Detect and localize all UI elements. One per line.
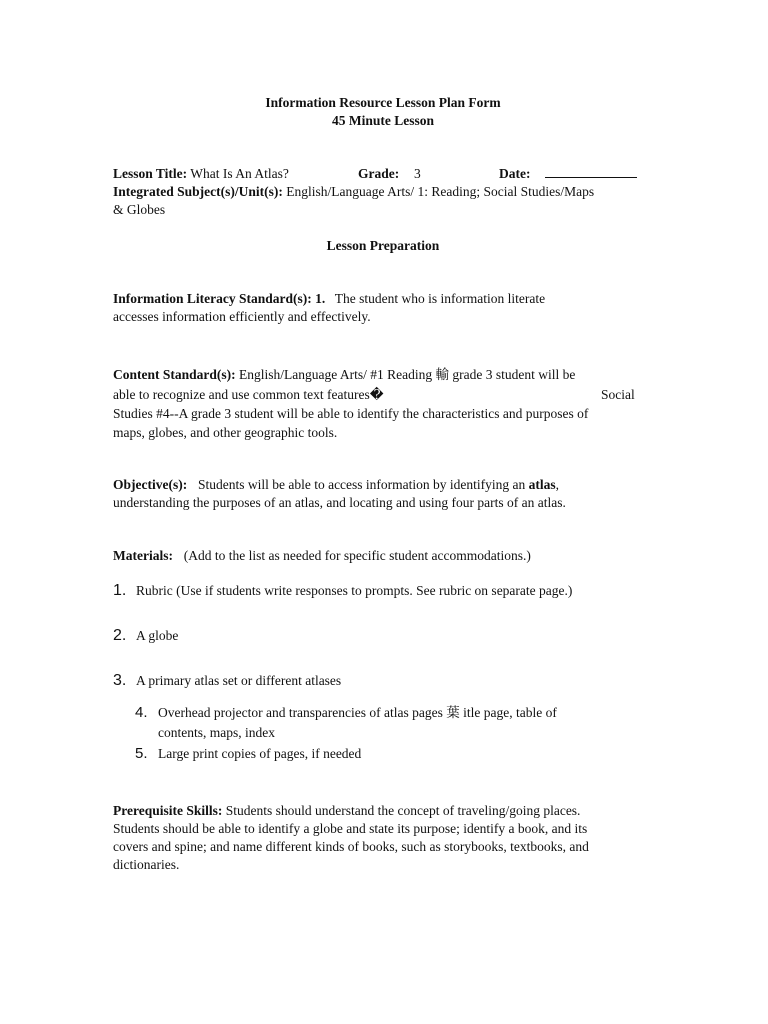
date-label: Date:	[499, 166, 531, 181]
prerequisite-line2: Students should be able to identify a globe and state its purpose; identify a book, and its	[113, 821, 588, 836]
materials-label: Materials:	[113, 548, 173, 563]
document-page	[113, 0, 658, 1024]
list-number: 2.	[113, 627, 127, 644]
content-standard-row	[113, 366, 575, 384]
lesson-preparation-heading: Lesson Preparation	[326, 238, 440, 253]
materials-item-4	[135, 704, 557, 722]
info-literacy-number: 1.	[315, 291, 326, 306]
list-number: 1.	[113, 582, 127, 599]
objectives-atlas-term: atlas	[528, 477, 556, 492]
lesson-title-label: Lesson Title:	[113, 166, 188, 181]
list-item-text: Large print copies of pages, if needed	[158, 746, 362, 761]
prerequisite-row	[113, 802, 580, 820]
content-standard-label: Content Standard(s):	[113, 367, 236, 382]
form-subtitle: 45 Minute Lesson	[331, 113, 434, 128]
content-standard-line2b: Social	[601, 387, 635, 402]
list-item-text: Overhead projector and transparencies of atlas pages 葉 itle page, table of	[158, 705, 557, 720]
date-row	[499, 165, 637, 183]
date-blank	[545, 165, 637, 178]
list-number: 5.	[135, 745, 148, 762]
content-standard-line4: maps, globes, and other geographic tools.	[113, 425, 338, 440]
prerequisite-label: Prerequisite Skills:	[113, 803, 223, 818]
info-literacy-row	[113, 290, 545, 308]
info-literacy-text-line2: accesses information efficiently and effectively.	[113, 309, 371, 324]
content-standard-line3: Studies #4--A grade 3 student will be able to identify the characteristics and purposes of	[113, 406, 589, 421]
objectives-line1: Students will be able to access information by identifying an	[197, 477, 526, 492]
form-title: Information Resource Lesson Plan Form	[265, 95, 501, 110]
materials-item-2	[113, 627, 178, 645]
materials-item-3	[113, 672, 341, 690]
prerequisite-line3: covers and spine; and name different kinds of books, such as storybooks, textbooks, and	[113, 839, 589, 854]
materials-note: (Add to the list as needed for specific student accommodations.)	[183, 548, 531, 563]
materials-item-1	[113, 582, 572, 600]
content-standard-line1: English/Language Arts/ #1 Reading 輸 grade 3 student will be	[239, 367, 576, 382]
subjects-label: Integrated Subject(s)/Unit(s):	[113, 184, 283, 199]
grade-row	[358, 165, 421, 183]
prerequisite-line1: Students should understand the concept of traveling/going places.	[225, 803, 581, 818]
prerequisite-line4: dictionaries.	[113, 857, 180, 872]
materials-row	[113, 547, 531, 565]
objectives-row	[113, 476, 559, 494]
objectives-label: Objective(s):	[113, 477, 188, 492]
info-literacy-text-line1: The student who is information literate	[334, 291, 546, 306]
info-literacy-label: Information Literacy Standard(s):	[113, 291, 312, 306]
materials-item-5	[135, 745, 361, 763]
subjects-row	[113, 183, 594, 201]
materials-item-4-continued: contents, maps, index	[158, 725, 275, 740]
content-standard-line2a: able to recognize and use common text features�	[113, 387, 384, 402]
list-item-text: Rubric (Use if students write responses to prompts. See rubric on separate page.)	[136, 583, 573, 598]
list-number: 3.	[113, 672, 127, 689]
list-number: 4.	[135, 704, 148, 721]
grade-value: 3	[414, 166, 421, 181]
lesson-title-row	[113, 165, 289, 183]
subjects-value-line2: & Globes	[113, 202, 166, 217]
lesson-title-value: What Is An Atlas?	[190, 166, 289, 181]
objectives-comma: ,	[555, 477, 560, 492]
list-item-text: A globe	[136, 628, 179, 643]
list-item-text: A primary atlas set or different atlases	[136, 673, 342, 688]
objectives-line2: understanding the purposes of an atlas, and locating and using four parts of an atlas.	[113, 495, 566, 510]
grade-label: Grade:	[358, 166, 400, 181]
subjects-value-line1: English/Language Arts/ 1: Reading; Social Studies/Maps	[286, 184, 595, 199]
